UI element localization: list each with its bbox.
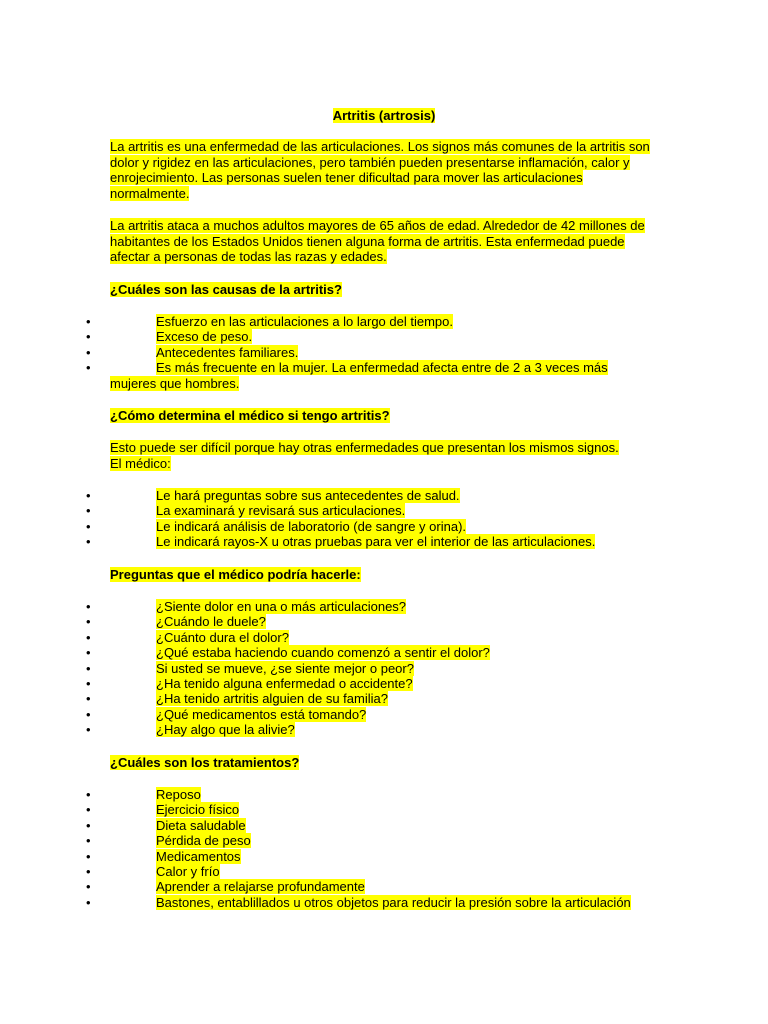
list-item: • ¿Cuándo le duele? <box>86 614 266 630</box>
causes-list <box>0 314 768 391</box>
list-item: • ¿Ha tenido alguna enfermedad o accidente? <box>86 676 413 692</box>
list-item: • ¿Qué medicamentos está tomando? <box>86 706 367 722</box>
document-title: Artritis (artrosis) <box>332 108 436 123</box>
bullet-icon: • <box>86 879 91 895</box>
bullet-icon: • <box>86 488 91 503</box>
list-item: • La examinará y revisará sus articulaciones. <box>86 503 406 519</box>
bullet-icon: • <box>86 534 91 550</box>
diagnosis-list <box>0 488 768 550</box>
list-item: • Esfuerzo en las articulaciones a lo largo del tiempo. <box>86 314 453 329</box>
list-item: • Si usted se mueve, ¿se siente mejor o peor? <box>86 660 414 676</box>
bullet-icon: • <box>86 787 91 802</box>
bullet-icon: • <box>86 645 91 661</box>
list-item: • Pérdida de peso <box>86 833 251 849</box>
questions-list <box>0 599 768 738</box>
list-item: • ¿Qué estaba haciendo cuando comenzó a sentir el dolor? <box>86 645 490 661</box>
list-item: • Le hará preguntas sobre sus antecedentes de salud. <box>86 488 460 503</box>
section-heading-causes: ¿Cuáles son las causas de la artritis? <box>110 282 342 297</box>
list-item: • Bastones, entablillados u otros objetos para reducir la presión sobre la articulación <box>86 894 631 910</box>
intro-paragraph-1: La artritis es una enfermedad de las articulaciones. Los signos más comunes de la artritis son dolor y rigidez en las articulaciones, pero también pueden presentarse inflamación, calor y enrojecimiento. Las personas suelen tener dificultad para mover las articulaciones normalmente. <box>110 139 650 201</box>
bullet-icon: • <box>86 833 91 849</box>
bullet-icon: • <box>86 503 91 519</box>
list-item: • Es más frecuente en la mujer. La enfermedad afecta entre de 2 a 3 veces más mujeres que hombres. <box>86 360 608 391</box>
bullet-icon: • <box>86 802 91 818</box>
bullet-icon: • <box>86 629 91 645</box>
list-item: • Antecedentes familiares. <box>86 344 299 360</box>
list-item: • Ejercicio físico <box>86 802 240 818</box>
bullet-icon: • <box>86 314 91 329</box>
bullet-icon: • <box>86 817 91 833</box>
list-item: • Le indicará rayos-X u otras pruebas para ver el interior de las articulaciones. <box>86 534 596 550</box>
list-item: • ¿Ha tenido artritis alguien de su familia? <box>86 691 388 707</box>
diagnosis-paragraph: Esto puede ser difícil porque hay otras enfermedades que presentan los mismos signos. El médico: <box>110 440 619 471</box>
bullet-icon: • <box>86 599 91 614</box>
bullet-icon: • <box>86 614 91 630</box>
section-heading-diagnosis: ¿Cómo determina el médico si tengo artritis? <box>110 408 390 423</box>
list-item: • ¿Cuánto dura el dolor? <box>86 629 289 645</box>
bullet-icon: • <box>86 848 91 864</box>
bullet-icon: • <box>86 518 91 534</box>
list-item: • ¿Siente dolor en una o más articulaciones? <box>86 599 407 614</box>
bullet-icon: • <box>86 864 91 880</box>
intro-paragraph-2: La artritis ataca a muchos adultos mayores de 65 años de edad. Alrededor de 42 millones de habitantes de los Estados Unidos tienen alguna forma de artritis. Esta enfermedad puede afectar a personas de todas las razas y edades. <box>110 218 645 264</box>
list-item: • Medicamentos <box>86 848 241 864</box>
list-item: • Calor y frío <box>86 864 220 880</box>
bullet-icon: • <box>86 722 91 738</box>
bullet-icon: • <box>86 894 91 910</box>
list-item: • Reposo <box>86 787 201 802</box>
list-item: • Le indicará análisis de laboratorio (de sangre y orina). <box>86 518 467 534</box>
bullet-icon: • <box>86 676 91 692</box>
list-item: • Exceso de peso. <box>86 329 253 345</box>
bullet-icon: • <box>86 660 91 676</box>
list-item: • Dieta saludable <box>86 817 246 833</box>
section-heading-treatments: ¿Cuáles son los tratamientos? <box>110 755 300 770</box>
section-heading-questions: Preguntas que el médico podría hacerle: <box>110 567 361 582</box>
list-item: • Aprender a relajarse profundamente <box>86 879 365 895</box>
bullet-icon: • <box>86 691 91 707</box>
bullet-icon: • <box>86 706 91 722</box>
list-item: • ¿Hay algo que la alivie? <box>86 722 295 738</box>
bullet-icon: • <box>86 329 91 345</box>
treatments-list <box>0 787 768 910</box>
bullet-icon: • <box>86 360 91 376</box>
bullet-icon: • <box>86 344 91 360</box>
